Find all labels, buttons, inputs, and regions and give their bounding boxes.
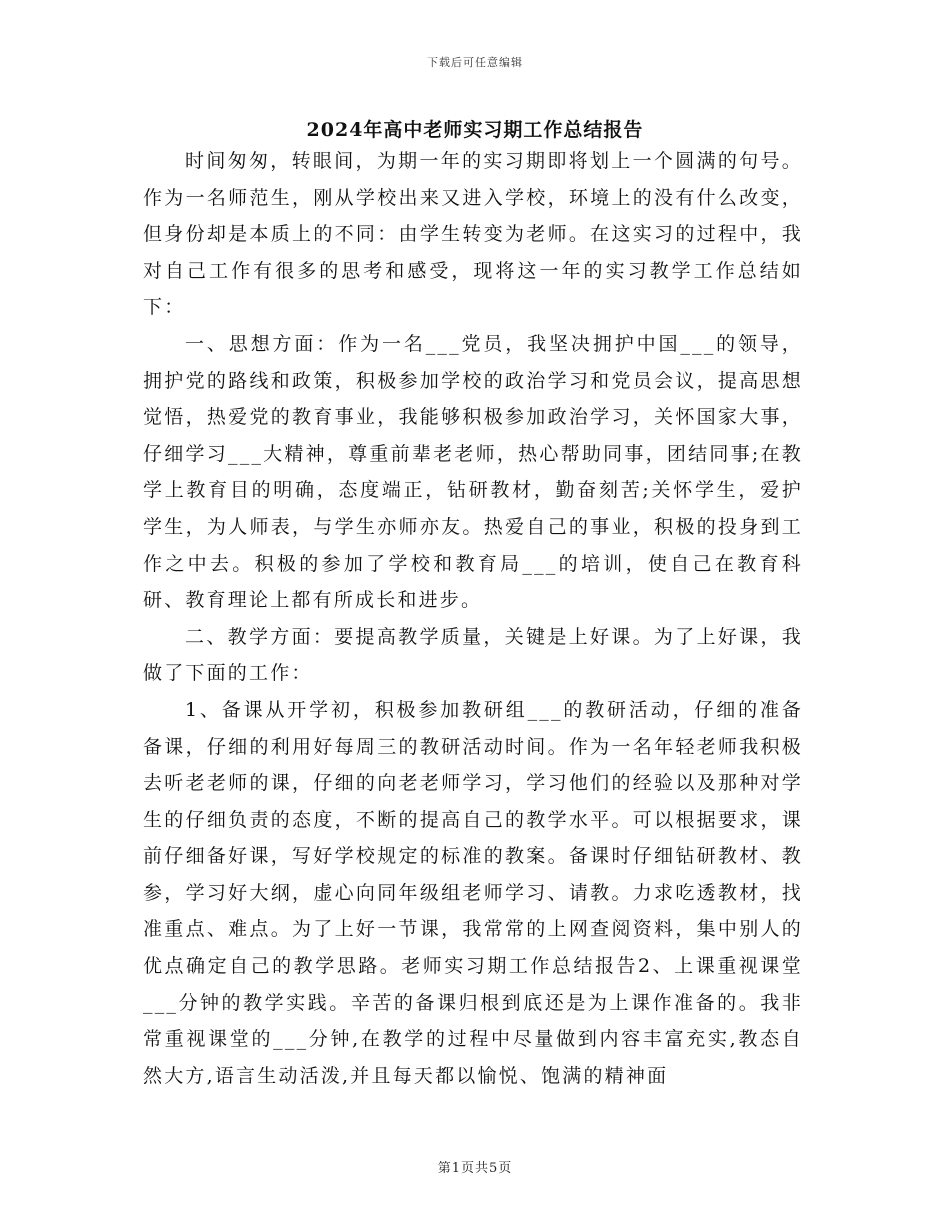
paragraph-lesson-prep: 1、备课从开学初，积极参加教研组___的教研活动，仔细的准备备课，仔细的利用好每周三的教研活动时间。作为一名年轻老师我积极去听老老师的课，仔细的向老老师学习，学习他们的经验以及那种对学生的仔细负责的态度，不断的提高自己的教学水平。可以根据要求，课前仔细备好课，写好学校规定的标准的教案。备课时仔细钻研教材、教参，学习好大纲，虚心向同年级组老师学习、请教。力求吃透教材，找准重点、难点。为了上好一节课，我常常的上网查阅资料，集中别人的优点确定自己的教学思路。老师实习期工作总结报告2、上课重视课堂___分钟的教学实践。辛苦的备课归根到底还是为上课作准备的。我非常重视课堂的___分钟,在教学的过程中尽量做到内容丰富充实,教态自然大方,语言生动活泼,并且每天都以愉悦、饱满的精神面	[143, 698, 803, 1087]
paragraph-intro: 时间匆匆，转眼间，为期一年的实习期即将划上一个圆满的句号。作为一名师范生，刚从学校出来又进入学校，环境上的没有什么改变，但身份却是本质上的不同：由学生转变为老师。在这实习的过程中，我对自己工作有很多的思考和感受，现将这一年的实习教学工作总结如下：	[143, 150, 803, 319]
page-footer: 第1页共5页	[437, 1161, 513, 1176]
paragraph-teaching: 二、教学方面：要提高教学质量，关键是上好课。为了上好课，我做了下面的工作：	[143, 625, 803, 685]
header-note: 下载后可任意编辑	[427, 56, 523, 69]
document-title: 2024年高中老师实习期工作总结报告	[306, 119, 644, 141]
paragraph-ideology: 一、思想方面：作为一名___党员，我坚决拥护中国___的领导，拥护党的路线和政策，积极参加学校的政治学习和党员会议，提高思想觉悟，热爱党的教育事业，我能够积极参加政治学习，关怀国家大事，仔细学习___大精神，尊重前辈老老师，热心帮助同事，团结同事;在教学上教育目的明确，态度端正，钻研教材，勤奋刻苦;关怀学生，爱护学生，为人师表，与学生亦师亦友。热爱自己的事业，积极的投身到工作之中去。积极的参加了学校和教育局___的培训，使自己在教育科研、教育理论上都有所成长和进步。	[143, 332, 803, 612]
document-body	[143, 143, 803, 1094]
